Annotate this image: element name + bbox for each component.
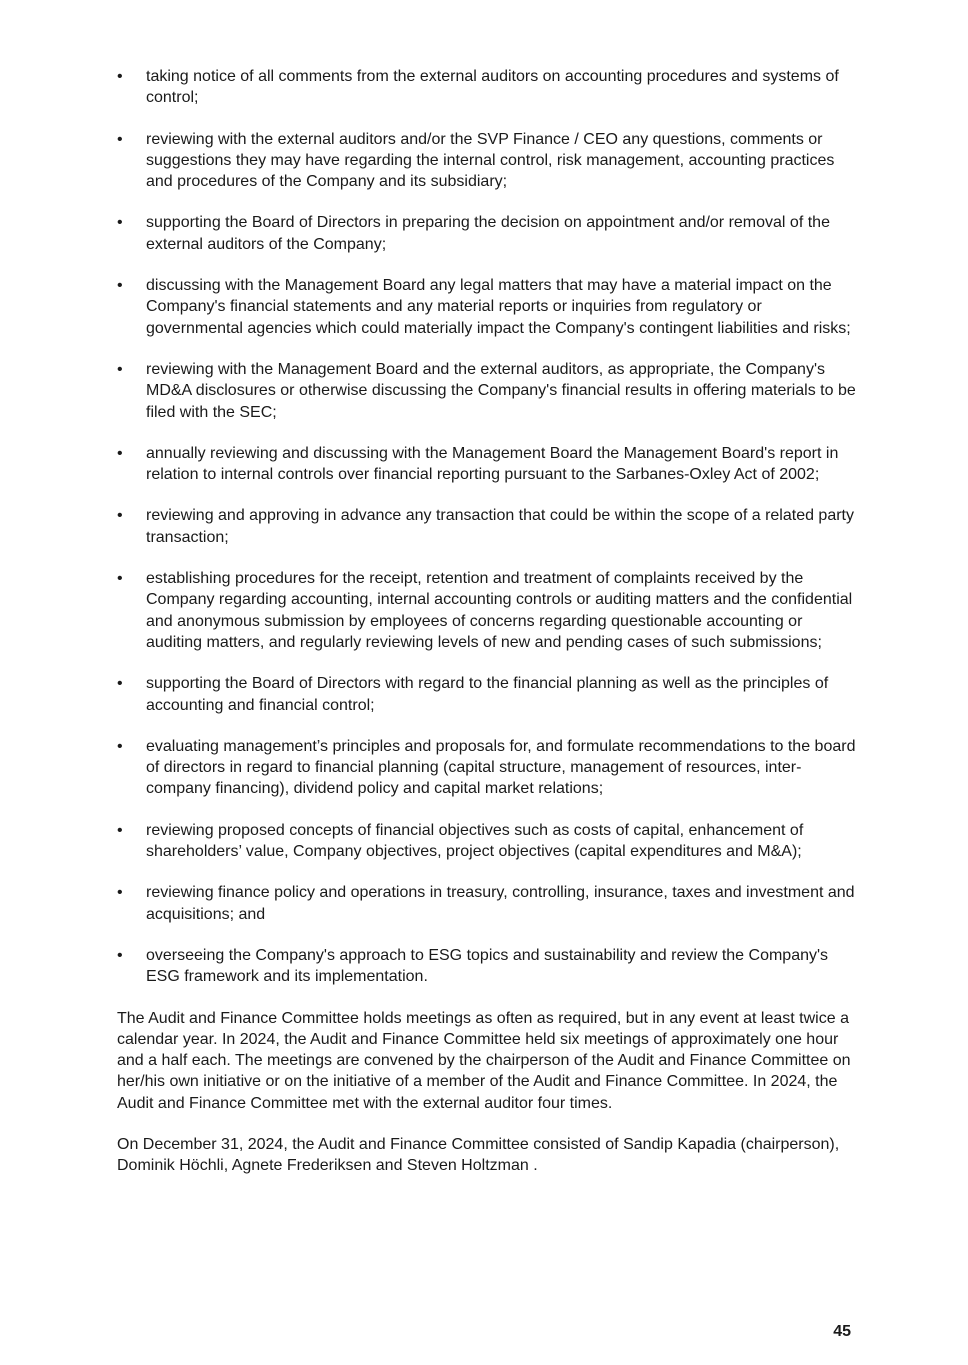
page-content bbox=[117, 66, 862, 1197]
list-item bbox=[117, 212, 862, 255]
list-item bbox=[117, 359, 862, 423]
list-item-text: reviewing with the Management Board and the external auditors, as appropriate, the Company's MD&A disclosures or otherwise discussing the Company's financial results in offering materials to be filed with the SEC; bbox=[146, 360, 856, 421]
bullet-icon: • bbox=[117, 507, 123, 525]
bullet-icon: • bbox=[117, 214, 123, 232]
bullet-icon: • bbox=[117, 737, 123, 755]
list-item bbox=[117, 568, 862, 653]
list-item-text: reviewing with the external auditors and/or the SVP Finance / CEO any questions, comments or suggestions they may have regarding the internal control, risk management, accounting practices and procedures of the Company and its subsidiary; bbox=[146, 130, 835, 191]
list-item-text: annually reviewing and discussing with the Management Board the Management Board's report in relation to internal controls over financial reporting pursuant to the Sarbanes-Oxley Act of 2002; bbox=[146, 444, 839, 484]
page-number: 45 bbox=[833, 1323, 851, 1340]
list-item-text: discussing with the Management Board any legal matters that may have a material impact on the Company's financial statements and any material reports or inquiries from regulatory or governmental agencies which could materially impact the Company's contingent liabilities and risks; bbox=[146, 277, 851, 337]
list-item-text: reviewing proposed concepts of financial objectives such as costs of capital, enhancement of shareholders’ value, Company objectives, project objectives (capital expenditures and M&A); bbox=[146, 821, 804, 861]
list-item-text: supporting the Board of Directors with regard to the financial planning as well as the principles of accounting and financial control; bbox=[146, 675, 829, 714]
list-item-text: establishing procedures for the receipt, retention and treatment of complaints received by the Company regarding accounting, internal accounting controls or auditing matters and the confidential and anonymous submission by employees of concerns regarding questionable accounting or auditing matters, and regularly reviewing levels of new and pending cases of such submissions; bbox=[146, 570, 853, 651]
list-item bbox=[117, 673, 862, 716]
responsibilities-list bbox=[117, 66, 862, 988]
list-item bbox=[117, 443, 862, 486]
meetings-paragraph: The Audit and Finance Committee holds meetings as often as required, but in any event at least twice a calendar year. In 2024, the Audit and Finance Committee held six meetings of approximately one hour and a half each. The meetings are convened by the chairperson of the Audit and Finance Committee on her/his own initiative or on the initiative of a member of the Audit and Finance Committee. In 2024, the Audit and Finance Committee met with the external auditor four times. bbox=[117, 1009, 851, 1112]
membership-paragraph: On December 31, 2024, the Audit and Finance Committee consisted of Sandip Kapadia (chairperson), Dominik Höchli, Agnete Frederiksen and Steven Holtzman . bbox=[117, 1135, 840, 1175]
list-item-text: overseeing the Company's approach to ESG topics and sustainability and review the Company's ESG framework and its implementation. bbox=[146, 946, 829, 986]
list-item-text: taking notice of all comments from the external auditors on accounting procedures and systems of control; bbox=[146, 68, 839, 107]
bullet-icon: • bbox=[117, 946, 123, 964]
list-item bbox=[117, 945, 862, 988]
bullet-icon: • bbox=[117, 884, 123, 902]
list-item bbox=[117, 275, 862, 339]
bullet-icon: • bbox=[117, 675, 123, 693]
bullet-icon: • bbox=[117, 821, 123, 839]
list-item-text: evaluating management’s principles and proposals for, and formulate recommendations to the board of directors in regard to financial planning (capital structure, management of resources, inter-company financing), dividend policy and capital market relations; bbox=[146, 737, 856, 798]
list-item bbox=[117, 736, 862, 800]
bullet-icon: • bbox=[117, 444, 123, 462]
list-item-text: reviewing finance policy and operations in treasury, controlling, insurance, taxes and investment and acquisitions; and bbox=[146, 884, 855, 923]
bullet-icon: • bbox=[117, 68, 123, 85]
list-item bbox=[117, 882, 862, 925]
list-item-text: reviewing and approving in advance any transaction that could be within the scope of a related party transaction; bbox=[146, 507, 854, 546]
list-item bbox=[117, 505, 862, 548]
bullet-icon: • bbox=[117, 570, 123, 588]
bullet-icon: • bbox=[117, 360, 123, 378]
list-item bbox=[117, 129, 862, 193]
list-item bbox=[117, 820, 862, 863]
list-item bbox=[117, 66, 862, 109]
bullet-icon: • bbox=[117, 130, 123, 148]
bullet-icon: • bbox=[117, 277, 123, 295]
list-item-text: supporting the Board of Directors in preparing the decision on appointment and/or removal of the external auditors of the Company; bbox=[146, 214, 830, 253]
